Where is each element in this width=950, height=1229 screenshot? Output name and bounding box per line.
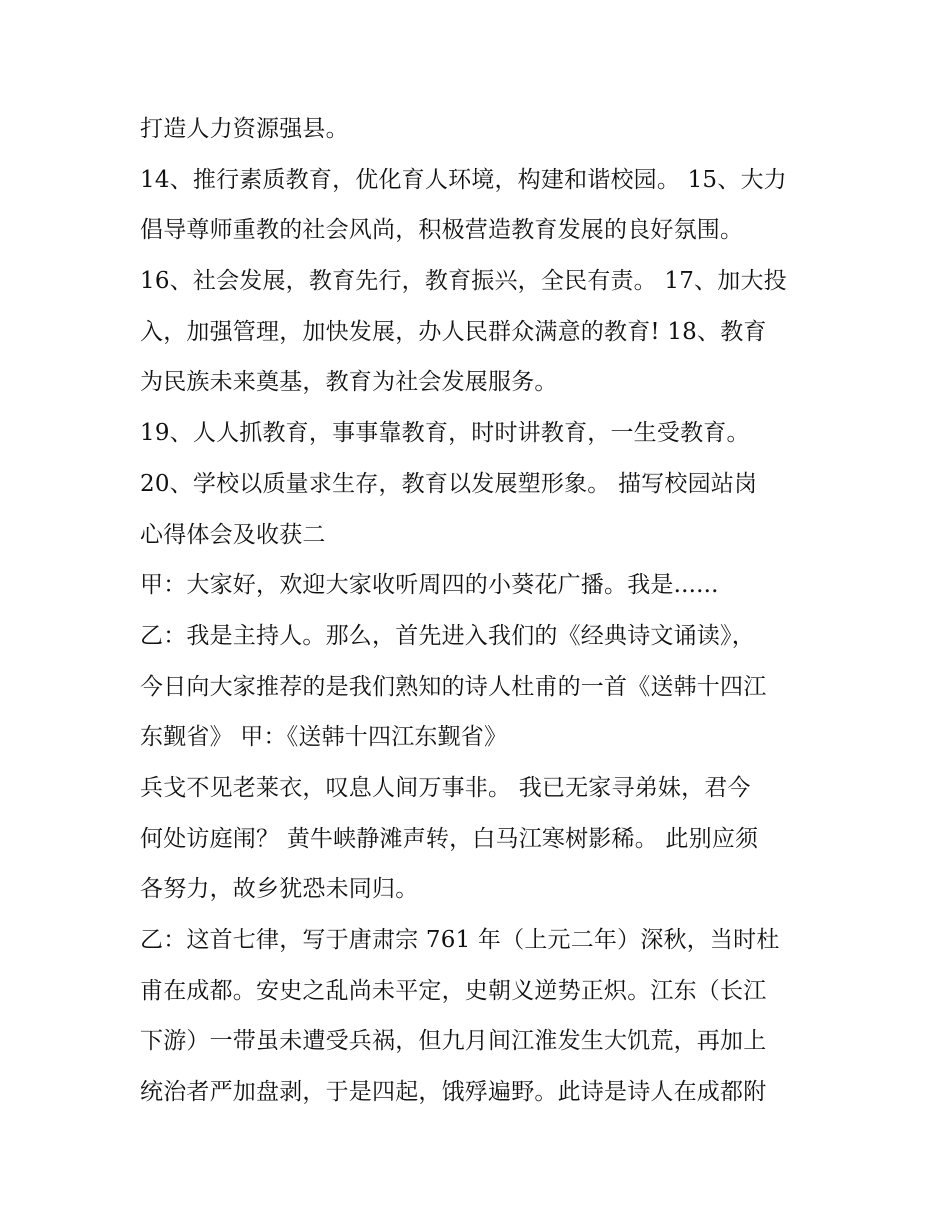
text-line: 入，加强管理，加快发展，办人民群众满意的教育! 18、教育 [140, 318, 767, 345]
text-line: 14、推行素质教育，优化育人环境，构建和谐校园。 15、大力 [140, 166, 787, 193]
text-line: 心得体会及收获二 [140, 521, 326, 548]
text-line: 甫在成都。安史之乱尚未平定，史朝义逆势正炽。江东（长江 [140, 977, 767, 1004]
text-line: 19、人人抓教育，事事靠教育，时时讲教育，一生受教育。 [140, 420, 750, 447]
text-line: 乙：我是主持人。那么，首先进入我们的《经典诗文诵读》， [140, 622, 755, 649]
text-line: 倡导尊师重教的社会风尚，积极营造教育发展的良好氛围。 [140, 217, 744, 244]
text-line: 16、社会发展，教育先行，教育振兴，全民有责。 17、加大投 [140, 268, 787, 295]
text-line: 今日向大家推荐的是我们熟知的诗人杜甫的一首《送韩十四江 [140, 673, 767, 700]
text-line: 兵戈不见老莱衣，叹息人间万事非。 我已无家寻弟妹，君今 [140, 774, 751, 801]
text-line: 何处访庭闱？ 黄牛峡静滩声转，白马江寒树影稀。 此别应须 [140, 825, 759, 852]
text-line: 统治者严加盘剥，于是四起，饿殍遍野。此诗是诗人在成都附 [140, 1079, 767, 1106]
text-line: 打造人力资源强县。 [140, 116, 349, 142]
text-line: 为民族未来奠基，教育为社会发展服务。 [140, 369, 558, 396]
text-line: 甲：大家好，欢迎大家收听周四的小葵花广播。我是...... [140, 572, 719, 599]
text-line: 乙：这首七律，写于唐肃宗 761 年（上元二年）深秋，当时杜 [140, 927, 780, 953]
text-line: 20、学校以质量求生存，教育以发展塑形象。 描写校园站岗 [140, 470, 758, 497]
document-body [140, 104, 820, 1118]
text-line: 各努力，故乡犹恐未同归。 [140, 876, 419, 903]
text-line: 东觐省》 甲：《送韩十四江东觐省》 [140, 724, 508, 751]
text-line: 下游）一带虽未遭受兵祸，但九月间江淮发生大饥荒，再加上 [140, 1028, 767, 1055]
